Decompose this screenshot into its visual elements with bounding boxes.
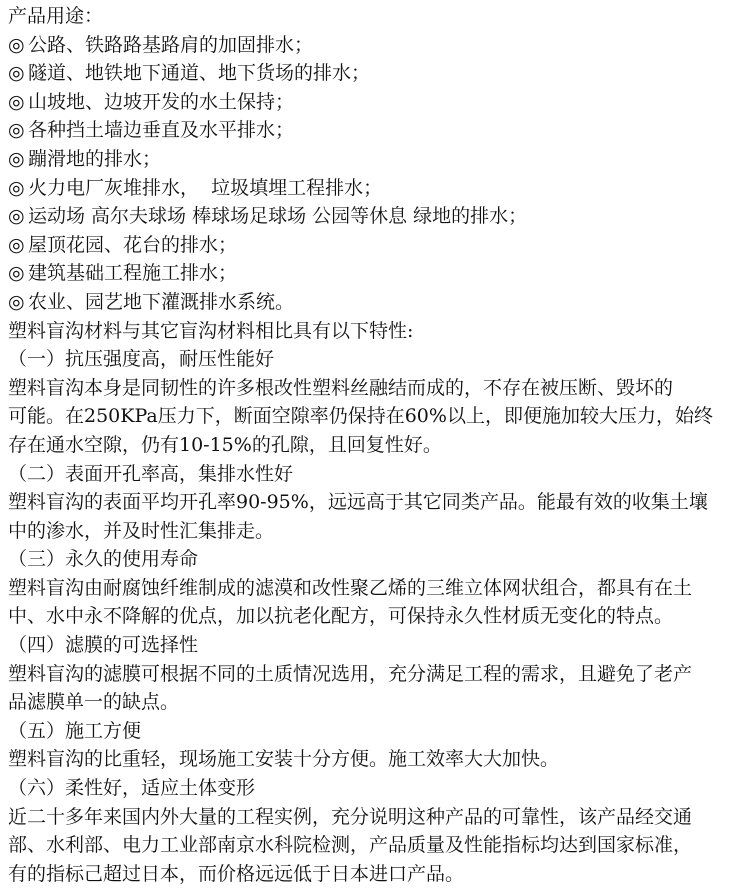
paragraph-line: 存在通水空隙，仍有10-15%的孔隙，且回复性好。 bbox=[8, 433, 442, 456]
feature-paragraph bbox=[8, 488, 742, 545]
feature-title: （二）表面开孔率高，集排水性好 bbox=[8, 462, 294, 485]
list-item-text: 建筑基础工程施工排水； bbox=[28, 262, 238, 285]
list-item-text: 隧道、地铁地下通道、地下货场的排水； bbox=[28, 62, 371, 85]
list-item bbox=[8, 231, 742, 260]
feature-title: （六）柔性好，适应土体变形 bbox=[8, 777, 256, 800]
feature-section bbox=[8, 345, 742, 459]
feature-section bbox=[8, 545, 742, 631]
feature-section bbox=[8, 460, 742, 546]
section-heading: 产品用途： bbox=[8, 5, 104, 27]
feature-paragraph bbox=[8, 745, 742, 774]
paragraph-line: 塑料盲沟的比重轻，现场施工安装十分方便。施工效率大大加快。 bbox=[8, 748, 560, 771]
uses-list bbox=[8, 31, 742, 317]
feature-title: （五）施工方便 bbox=[8, 719, 142, 742]
bullet-icon: ◎ bbox=[8, 290, 25, 313]
paragraph-line: 品滤膜单一的缺点。 bbox=[8, 691, 180, 714]
list-item bbox=[8, 116, 742, 145]
list-item-text: 运动场 高尔夫球场 棒球场足球场 公园等休息 绿地的排水； bbox=[28, 205, 528, 228]
paragraph-line: 有的指标己超过日本，而价格远远低于日本进口产品。 bbox=[8, 862, 465, 885]
paragraph-line: 中的渗水，并及时性汇集排走。 bbox=[8, 519, 275, 542]
feature-paragraph bbox=[8, 374, 742, 460]
list-item bbox=[8, 202, 742, 231]
list-item bbox=[8, 259, 742, 288]
bullet-icon: ◎ bbox=[8, 119, 25, 142]
list-item bbox=[8, 88, 742, 117]
paragraph-line: 部、水利部、电力工业部南京水科院检测，产品质量及性能指标均达到国家标准， bbox=[8, 834, 693, 857]
list-item bbox=[8, 145, 742, 174]
paragraph-line: 中、水中永不降解的优点，加以抗老化配方，可保持永久性材质无变化的特点。 bbox=[8, 605, 674, 628]
list-item-text: 各种挡土墙边垂直及水平排水； bbox=[28, 119, 295, 142]
list-item-text: 蹦滑地的排水； bbox=[28, 147, 162, 170]
list-item-text: 屋顶花园、花台的排水； bbox=[28, 233, 238, 256]
paragraph-line: 塑料盲沟的滤膜可根据不同的土质情况选用，充分满足工程的需求，且避免了老产 bbox=[8, 662, 693, 685]
feature-title: （三）永久的使用寿命 bbox=[8, 548, 199, 571]
bullet-icon: ◎ bbox=[8, 205, 25, 228]
paragraph-line: 塑料盲沟的表面平均开孔率90-95%，远远高于其它同类产品。能最有效的收集土壤 bbox=[8, 491, 708, 514]
bullet-icon: ◎ bbox=[8, 62, 25, 85]
list-item bbox=[8, 174, 742, 203]
feature-title: （四）滤膜的可选择性 bbox=[8, 634, 199, 657]
features-intro: 塑料盲沟材料与其它盲沟材料相比具有以下特性: bbox=[8, 319, 414, 342]
feature-paragraph bbox=[8, 574, 742, 631]
list-item bbox=[8, 59, 742, 88]
paragraph-line: 塑料盲沟本身是同韧性的许多根改性塑料丝融结而成的，不存在被压断、毁坏的 bbox=[8, 376, 674, 399]
list-item bbox=[8, 288, 742, 317]
list-item-text: 公路、铁路路基路肩的加固排水； bbox=[28, 33, 314, 56]
feature-paragraph bbox=[8, 660, 742, 717]
bullet-icon: ◎ bbox=[8, 147, 25, 170]
list-item-text: 火力电厂灰堆排水， 垃圾填埋工程排水； bbox=[28, 176, 383, 199]
feature-title: （一）抗压强度高，耐压性能好 bbox=[8, 348, 275, 371]
feature-paragraph bbox=[8, 803, 742, 888]
bullet-icon: ◎ bbox=[8, 233, 25, 256]
list-item-text: 农业、园艺地下灌溉排水系统。 bbox=[28, 290, 295, 313]
list-item bbox=[8, 31, 742, 60]
feature-section bbox=[8, 774, 742, 888]
paragraph-line: 可能。在250KPa压力下，断面空隙率仍保持在60%以上，即便施加较大压力，始终 bbox=[8, 405, 713, 428]
bullet-icon: ◎ bbox=[8, 90, 25, 113]
feature-section bbox=[8, 717, 742, 774]
list-item-text: 山坡地、边坡开发的水土保持； bbox=[28, 90, 295, 113]
bullet-icon: ◎ bbox=[8, 33, 25, 56]
paragraph-line: 塑料盲沟由耐腐蚀纤维制成的滤漠和改性聚乙烯的三维立体网状组合，都具有在土 bbox=[8, 576, 693, 599]
bullet-icon: ◎ bbox=[8, 176, 25, 199]
bullet-icon: ◎ bbox=[8, 262, 25, 285]
paragraph-line: 近二十多年来国内外大量的工程实例，充分说明这种产品的可靠性，该产品经交通 bbox=[8, 805, 693, 828]
feature-section bbox=[8, 631, 742, 717]
